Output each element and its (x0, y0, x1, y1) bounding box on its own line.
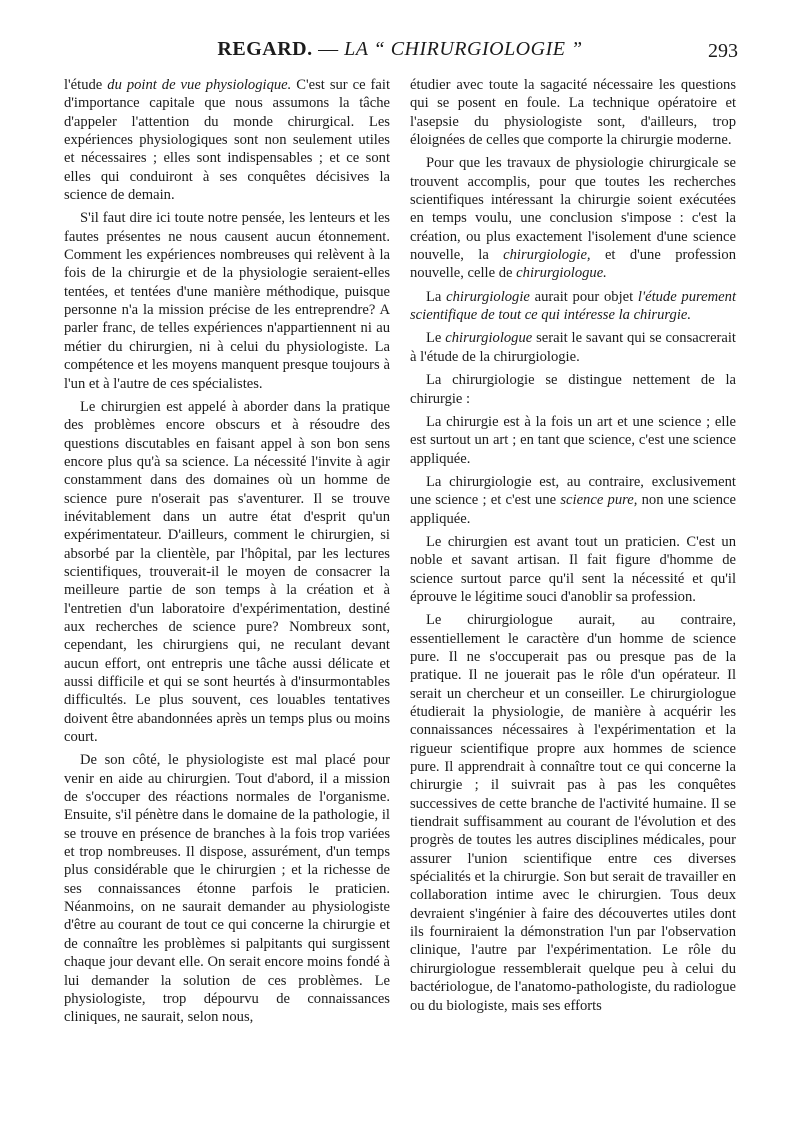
paragraph (410, 76, 736, 149)
left-column (64, 76, 390, 1032)
running-title (62, 38, 738, 61)
italic-run: du point de vue physiologique. (107, 77, 292, 93)
text-run: La chirurgiologie se distingue nettement de la chirurgie : (410, 372, 736, 407)
italic-run: chirurgiologie (446, 288, 530, 305)
paragraph (410, 288, 736, 325)
paragraph (64, 209, 390, 392)
paragraph (410, 533, 736, 606)
author-name: REGARD. (217, 38, 313, 60)
paragraph (64, 76, 390, 204)
paragraph (410, 473, 736, 528)
text-run: S'il faut dire ici toute notre pensée, les lenteurs et les fautes présentes ne nous causent aucun étonnement. Comment les expériences nombreuses qui relèvent à la fois de la chirurgie et de la physiologie seraient-elles tentées, et tentées d'une manière méthodique, puisque personne n'a la mission précise de les entreprendre? A parler franc, de telles expériences n'appartiennent ni au métier du chirurgien, ni à celui du physiologiste. La compétence et les moyens manquent presque toujours à l'un et à l'autre de ces spécialistes. (64, 210, 390, 392)
italic-run: chirurgiologue (445, 330, 533, 347)
text-run: Le (426, 330, 446, 347)
right-column (410, 76, 736, 1020)
running-header (62, 38, 738, 70)
title-dash: — (312, 38, 345, 60)
text-run: C'est sur ce fait d'importance capitale que nous assumons la tâche d'appeler l'attention du monde chirurgical. Les expériences physiologiques sont non seulement utiles et nécessaires ; elles sont indispensables ; et ce sont elles qui conduiront à ses conquêtes décisives la science de demain. (64, 77, 390, 204)
paragraph (410, 329, 736, 366)
paragraph (410, 371, 736, 408)
text-run: étudier avec toute la sagacité nécessaire les questions qui se posent en foule. La technique opératoire et l'asepsie du physiologiste sont, d'ailleurs, trop éloignées de celles que comporte la chirurgie moderne. (410, 77, 736, 149)
italic-run: chirurgiologie, (503, 247, 591, 264)
paragraph (410, 413, 736, 468)
italic-run: chirurgiologue. (516, 265, 607, 282)
text-run: aurait pour objet (529, 288, 638, 305)
text-run: De son côté, le physiologiste est mal placé pour venir en aide au chirurgien. Tout d'abord, il a mission de s'occuper des réactions normales de l'organisme. Ensuite, s'il pénètre dans le domaine de la pathologie, il se trouve en présence de branches à la fois trop variées et trop nombreuses. Il dispose, assurément, d'un temps plus considérable que le chirurgien ; et la richesse de ses connaissances étonne parfois le praticien. Néanmoins, on ne saurait demander au physiologiste d'être au courant de tout ce qui concerne la chirurgie et de connaître les problèmes si palpitants qui surgissent chaque jour devant elle. On serait encore moins fondé à lui demander la solution de ces problèmes. Le physiologiste, trop dépourvu de connaissances cliniques, ne saurait, selon nous, (64, 752, 390, 1026)
text-run: Le chirurgien est avant tout un praticien. C'est un noble et savant artisan. Il fait figure d'homme de science surtout parce qu'il sent la nécessité et qu'il éprouve le légitime souci d'anoblir sa profession. (410, 533, 736, 605)
text-run: La chirurgie est à la fois un art et une science ; elle est surtout un art ; en tant que science, c'est une science appliquée. (410, 413, 736, 467)
text-run: Pour que les travaux de physiologie chirurgicale se trouvent accomplis, pour que toutes les recherches scientifiques intéressant la chirurgie soient exécutées en temps voulu, une conclusion s'impose : c'est la création, ou plus exactement l'isolement d'une science nouvelle, la (410, 155, 736, 264)
paragraph (64, 751, 390, 1026)
text-run: l'étude (64, 77, 108, 93)
text-run: Le chirurgien est appelé à aborder dans la pratique des problèmes encore obscurs et à résoudre des questions discutables en faisant appel à son bon sens encore plus qu'à sa science. La nécessité l'invite à agir constamment dans des domaines où un homme de science pure n'oserait pas s'aventurer. Il se trouve inévitablement dans un autre état d'esprit qu'un expérimentateur. D'ailleurs, comment le chirurgien, si absorbé par la clientèle, par l'hôpital, par les lectures scientifiques, trouverait-il le moyen de consacrer la meilleure partie de son temps à la création et à l'entretien d'un laboratoire d'expérimentation, destiné aux recherches de science pure? Nombreux sont, cependant, les chirurgiens qui, ne reculant devant aucun effort, ont entrepris une tâche aussi délicate et aussi difficile et qui se sont heurtés à d'insurmontables difficultés. Le plus souvent, ces louables tentatives doivent être abandonnées après un temps plus ou moins court. (64, 398, 390, 746)
text-run: et d'une profession nouvelle, celle de (410, 247, 736, 282)
text-run: Le chirurgiologue aurait, au contraire, essentiellement le caractère d'un homme de science pure. Il ne s'occuperait pas ou presque pas de la pratique. Il ne jouerait pas le rôle d'un opérateur. Il serait un chercheur et un conseiller. Le chirurgiologue étudierait la physiologie, de manière à acquérir les connaissances nécessaires à l'expérimentation et la rigueur scientifique propre aux hommes de science pure. Il apprendrait à connaître tout ce qui concerne la chirurgie ; il suivrait pas à pas les conquêtes successives de cette branche de l'activité humaine. Il se tiendrait suffisamment au courant de l'évolution et des progrès de toutes les autres disciplines médicales, pour assurer l'union scientifique entre ces diverses spécialités et la chirurgie. Son but serait de travailler en collaboration intime avec le chirurgien. Tous deux devraient s'ingénier à faire des découvertes utiles dont ils fourniraient la démonstration l'un par l'observation clinique, l'autre par l'expérimentation. Le rôle du chirurgiologue ressemblerait quelque peu à celui du bactériologue, de l'anatomo-pathologiste, du radiologue ou du biologiste, mais ses efforts (410, 612, 736, 1014)
paragraph (410, 611, 736, 1015)
italic-run: l'étude purement scientifique de tout ce qui intéresse la chirurgie. (410, 288, 736, 324)
paragraph (410, 154, 736, 282)
text-run: non une science appliquée. (410, 492, 736, 527)
text-run: La chirurgiologie est, au contraire, exclusivement une science ; et c'est une (410, 473, 736, 509)
section-title: LA “ CHIRURGIOLOGIE ” (344, 38, 583, 60)
italic-run: science pure, (560, 492, 638, 509)
paragraph (64, 398, 390, 747)
text-run: serait le savant qui se consacrerait à l'étude de la chirurgiologie. (410, 330, 736, 365)
page-number: 293 (708, 40, 738, 62)
text-run: La (426, 288, 447, 305)
